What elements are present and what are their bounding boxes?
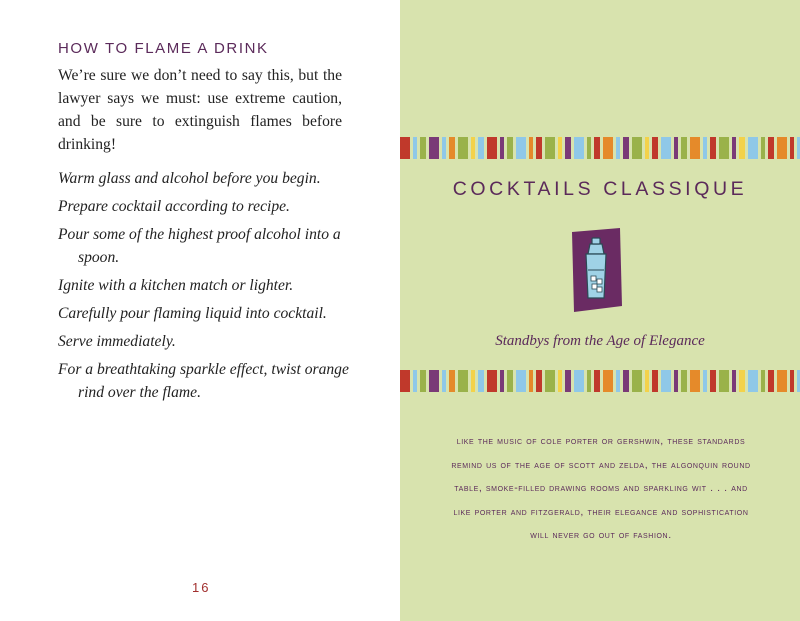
stripe <box>703 137 707 159</box>
stripe <box>690 137 700 159</box>
stripe <box>458 370 468 392</box>
stripe <box>616 137 620 159</box>
stripe <box>710 370 716 392</box>
stripe <box>616 370 620 392</box>
steps-list <box>58 167 358 409</box>
stripe <box>790 137 794 159</box>
stripe <box>500 370 504 392</box>
stripe <box>529 370 533 392</box>
step-item: Prepare cocktail according to recipe. <box>58 198 290 215</box>
stripe <box>507 370 513 392</box>
stripe <box>587 137 591 159</box>
chapter-subtitle: Standbys from the Age of Elegance <box>495 333 705 349</box>
stripe <box>703 370 707 392</box>
stripe <box>719 137 729 159</box>
stripe <box>420 370 426 392</box>
stripe <box>603 137 613 159</box>
stripe <box>487 370 497 392</box>
stripe <box>536 370 542 392</box>
stripe <box>507 137 513 159</box>
stripe <box>500 137 504 159</box>
stripe <box>516 370 526 392</box>
step-item: Pour some of the highest proof alcohol into a spoon. <box>58 226 341 266</box>
stripe <box>442 137 446 159</box>
stripe <box>574 370 584 392</box>
stripe-pattern <box>400 370 800 392</box>
stripe <box>478 137 484 159</box>
stripe <box>739 370 745 392</box>
step-item: Carefully pour flaming liquid into cocktail. <box>58 305 327 322</box>
stripe <box>442 370 446 392</box>
stripe <box>719 370 729 392</box>
chapter-title: COCKTAILS CLASSIQUE <box>452 178 748 200</box>
stripe <box>594 137 600 159</box>
stripe <box>545 137 555 159</box>
stripe <box>674 137 678 159</box>
stripe <box>449 370 455 392</box>
stripe <box>790 370 794 392</box>
stripe-border-top <box>400 137 800 159</box>
stripe <box>587 370 591 392</box>
stripe <box>471 137 475 159</box>
stripe <box>536 137 542 159</box>
section-heading: HOW TO FLAME A DRINK <box>58 40 269 57</box>
stripe <box>449 137 455 159</box>
stripe <box>429 137 439 159</box>
stripe <box>661 137 671 159</box>
stripe <box>777 137 787 159</box>
page-number: 16 <box>192 580 211 595</box>
step-item: Warm glass and alcohol before you begin. <box>58 170 321 187</box>
stripe <box>413 370 417 392</box>
stripe <box>632 137 642 159</box>
stripe <box>681 370 687 392</box>
step-item: For a breathtaking sparkle effect, twist orange rind over the flame. <box>58 361 349 401</box>
stripe <box>420 137 426 159</box>
stripe <box>565 370 571 392</box>
stripe <box>652 370 658 392</box>
stripe <box>674 370 678 392</box>
stripe <box>761 137 765 159</box>
stripe <box>558 137 562 159</box>
step-item: Serve immediately. <box>58 333 176 350</box>
stripe <box>739 137 745 159</box>
intro-paragraph: We’re sure we don’t need to say this, but the lawyer says we must: use extreme caution, and be sure to extinguish flames before drinking! <box>58 67 342 153</box>
stripe <box>429 370 439 392</box>
stripe <box>545 370 555 392</box>
stripe <box>574 137 584 159</box>
stripe <box>487 137 497 159</box>
stripe <box>632 370 642 392</box>
stripe <box>761 370 765 392</box>
stripe <box>471 370 475 392</box>
stripe <box>681 137 687 159</box>
stripe <box>661 370 671 392</box>
stripe <box>748 370 758 392</box>
stripe <box>458 137 468 159</box>
stripe <box>516 137 526 159</box>
chapter-description: like the music of cole porter or gershwin, these standards remind us of the age of scott and zelda, the algonquin round table, smoke-filled drawing rooms and sparkling wit . . . and like porter and fitzgerald, their elegance and sophistication will never go out of fashion. <box>451 435 751 542</box>
stripe <box>748 137 758 159</box>
stripe <box>603 370 613 392</box>
stripe <box>645 137 649 159</box>
stripe <box>565 137 571 159</box>
stripe <box>413 137 417 159</box>
cocktail-shaker-icon <box>568 226 624 314</box>
stripe <box>690 370 700 392</box>
stripe <box>768 137 774 159</box>
stripe <box>732 137 736 159</box>
stripe <box>594 370 600 392</box>
stripe <box>623 370 629 392</box>
stripe <box>768 370 774 392</box>
stripe <box>400 137 410 159</box>
stripe <box>777 370 787 392</box>
stripe <box>529 137 533 159</box>
stripe <box>623 137 629 159</box>
stripe <box>645 370 649 392</box>
stripe <box>400 370 410 392</box>
stripe <box>710 137 716 159</box>
stripe <box>652 137 658 159</box>
stripe <box>478 370 484 392</box>
step-item: Ignite with a kitchen match or lighter. <box>58 277 294 294</box>
stripe <box>558 370 562 392</box>
stripe-border-bottom <box>400 370 800 392</box>
stripe-pattern <box>400 137 800 159</box>
stripe <box>732 370 736 392</box>
